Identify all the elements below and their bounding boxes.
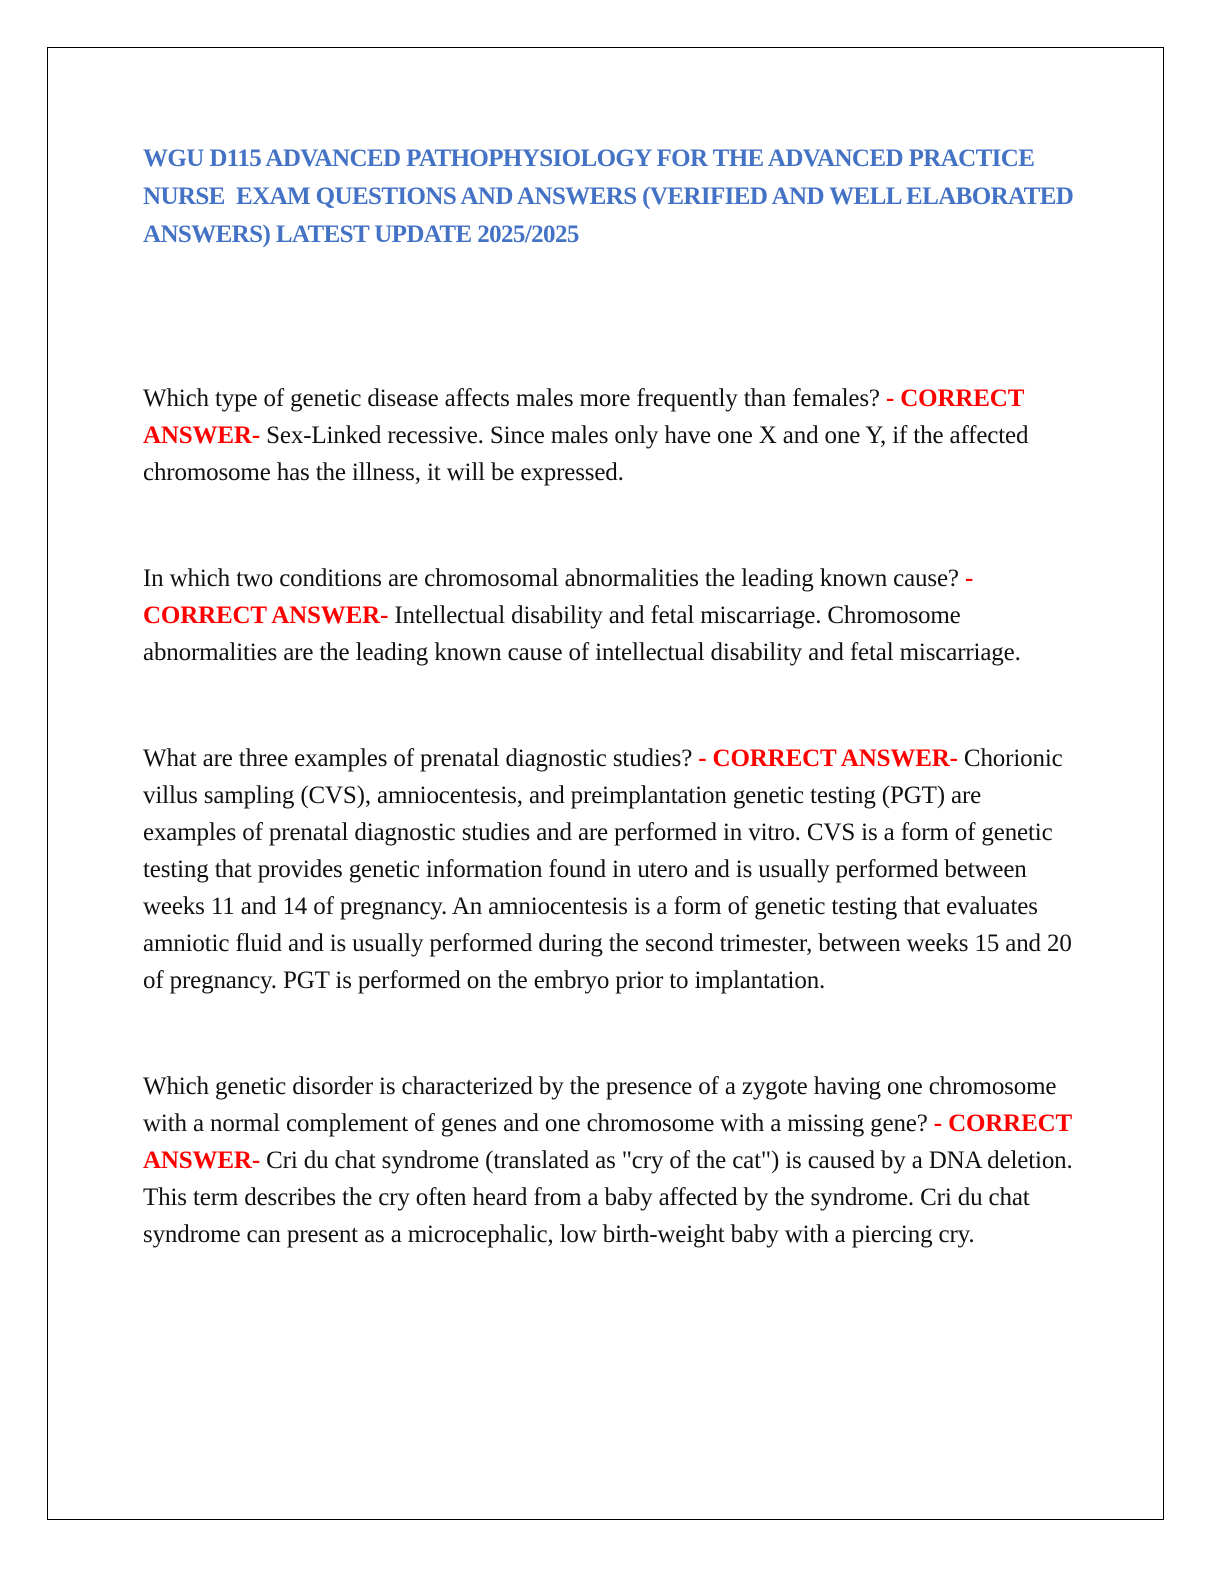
qa-list <box>143 380 1078 1253</box>
answer-text: Cri du chat syndrome (translated as "cry of the cat") is caused by a DNA deletion. This term describes the cry often heard from a baby affected by the syndrome. Cri du chat syndrome can present as a microcephalic, low birth-weight baby with a piercing cry. <box>143 1147 1073 1248</box>
correct-answer-marker: - CORRECT ANSWER- <box>143 565 974 629</box>
qa-item <box>143 1068 1078 1253</box>
correct-answer-marker: - CORRECT ANSWER- <box>143 385 1024 449</box>
question-text: Which genetic disorder is characterized by the presence of a zygote having one chromosome with a normal complement of genes and one chromosome with a missing gene? <box>143 1073 1057 1137</box>
question-text: Which type of genetic disease affects males more frequently than females? <box>143 385 880 412</box>
document-body <box>143 140 1078 1322</box>
correct-answer-marker: - CORRECT ANSWER- <box>698 745 958 772</box>
answer-text: Chorionic villus sampling (CVS), amniocentesis, and preimplantation genetic testing (PGT) are examples of prenatal diagnostic studies and are performed in vitro. CVS is a form of genetic testing that provides genetic information found in utero and is usually performed between weeks 11 and 14 of pregnancy. An amniocentesis is a form of genetic testing that evaluates amniotic fluid and is usually performed during the second trimester, between weeks 15 and 20 of pregnancy. PGT is performed on the embryo prior to implantation. <box>143 745 1072 994</box>
document-title: WGU D115 ADVANCED PATHOPHYSIOLOGY FOR THE ADVANCED PRACTICE NURSE EXAM QUESTIONS AND ANSWERS (VERIFIED AND WELL ELABORATED ANSWERS) LATEST UPDATE 2025/2025 <box>143 145 1078 248</box>
qa-item <box>143 380 1078 491</box>
question-text: In which two conditions are chromosomal abnormalities the leading known cause? <box>143 565 959 592</box>
answer-text: Intellectual disability and fetal miscarriage. Chromosome abnormalities are the leading known cause of intellectual disability and fetal miscarriage. <box>143 602 1021 666</box>
question-text: What are three examples of prenatal diagnostic studies? <box>143 745 693 772</box>
correct-answer-marker: - CORRECT ANSWER- <box>143 1110 1072 1174</box>
qa-item <box>143 560 1078 671</box>
answer-text: Sex-Linked recessive. Since males only have one X and one Y, if the affected chromosome has the illness, it will be expressed. <box>143 422 1029 486</box>
qa-item <box>143 740 1078 999</box>
